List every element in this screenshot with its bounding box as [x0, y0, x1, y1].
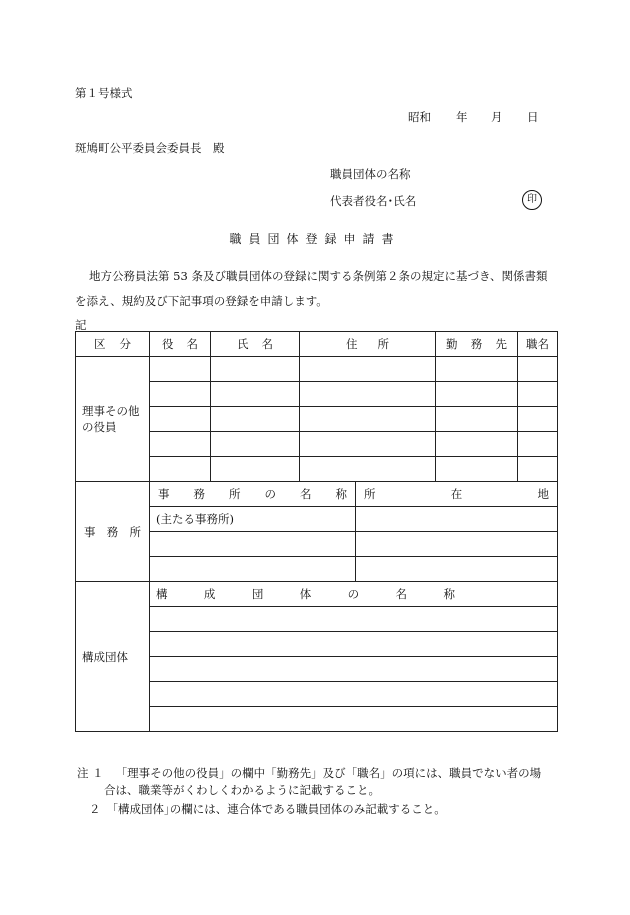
officers-section-label: 理事その他の役員	[76, 357, 150, 482]
note-2-prefix: ２	[89, 802, 101, 816]
date-month: 月	[491, 110, 503, 124]
main-office-label: (主たる事務所)	[150, 507, 356, 532]
header-name: 氏 名	[211, 332, 300, 357]
date-line	[0, 109, 630, 123]
header-workplace: 勤 務 先	[436, 332, 518, 357]
office-location-header: 所 在 地	[356, 482, 558, 507]
registration-table	[75, 331, 558, 732]
office-section-label: 事 務 所	[76, 482, 150, 582]
officer-row	[76, 357, 558, 382]
header-role: 役 名	[150, 332, 211, 357]
note-1-prefix: 注 １	[77, 766, 104, 780]
constituent-header-row	[76, 582, 558, 607]
header-position: 職名	[518, 332, 558, 357]
header-category: 区 分	[76, 332, 150, 357]
header-address: 住 所	[300, 332, 436, 357]
note-1	[77, 765, 541, 781]
constituent-name-header: 構 成 団 体 の 名 称	[150, 582, 558, 607]
ki-label: 記	[75, 318, 87, 332]
form-number: 第１号様式	[75, 86, 133, 100]
note-1-continued: 合は、職業等がくわしくわかるように記載すること。	[104, 783, 380, 797]
addressee: 斑鳩町公平委員会委員長 殿	[75, 141, 225, 155]
date-era: 昭和	[408, 110, 431, 124]
representative-label: 代表者役名･氏名	[330, 194, 417, 208]
note-2-text: 「構成団体｣の欄には、連合体である職員団体のみ記載すること。	[106, 802, 446, 816]
office-name-header: 事 務 所 の 名 称	[150, 482, 356, 507]
constituents-section-label: 構成団体	[76, 582, 150, 732]
note-1-text: 「理事その他の役員」の欄中「勤務先」及び「職名」の項には、職員でない者の場	[115, 766, 542, 780]
date-year: 年	[456, 110, 468, 124]
date-day: 日	[527, 110, 539, 124]
form-title: 職員団体登録申請書	[229, 232, 401, 246]
body-text-line1: 地方公務員法第 53 条及び職員団体の登録に関する条例第２条の規定に基づき、関係書類	[89, 269, 548, 283]
table-header-row	[76, 332, 558, 357]
org-name-label: 職員団体の名称	[330, 167, 411, 181]
note-2	[89, 801, 446, 817]
seal-mark: 印	[522, 190, 542, 210]
office-header-row	[76, 482, 558, 507]
body-text-line2: を添え、規約及び下記事項の登録を申請します。	[75, 294, 328, 308]
